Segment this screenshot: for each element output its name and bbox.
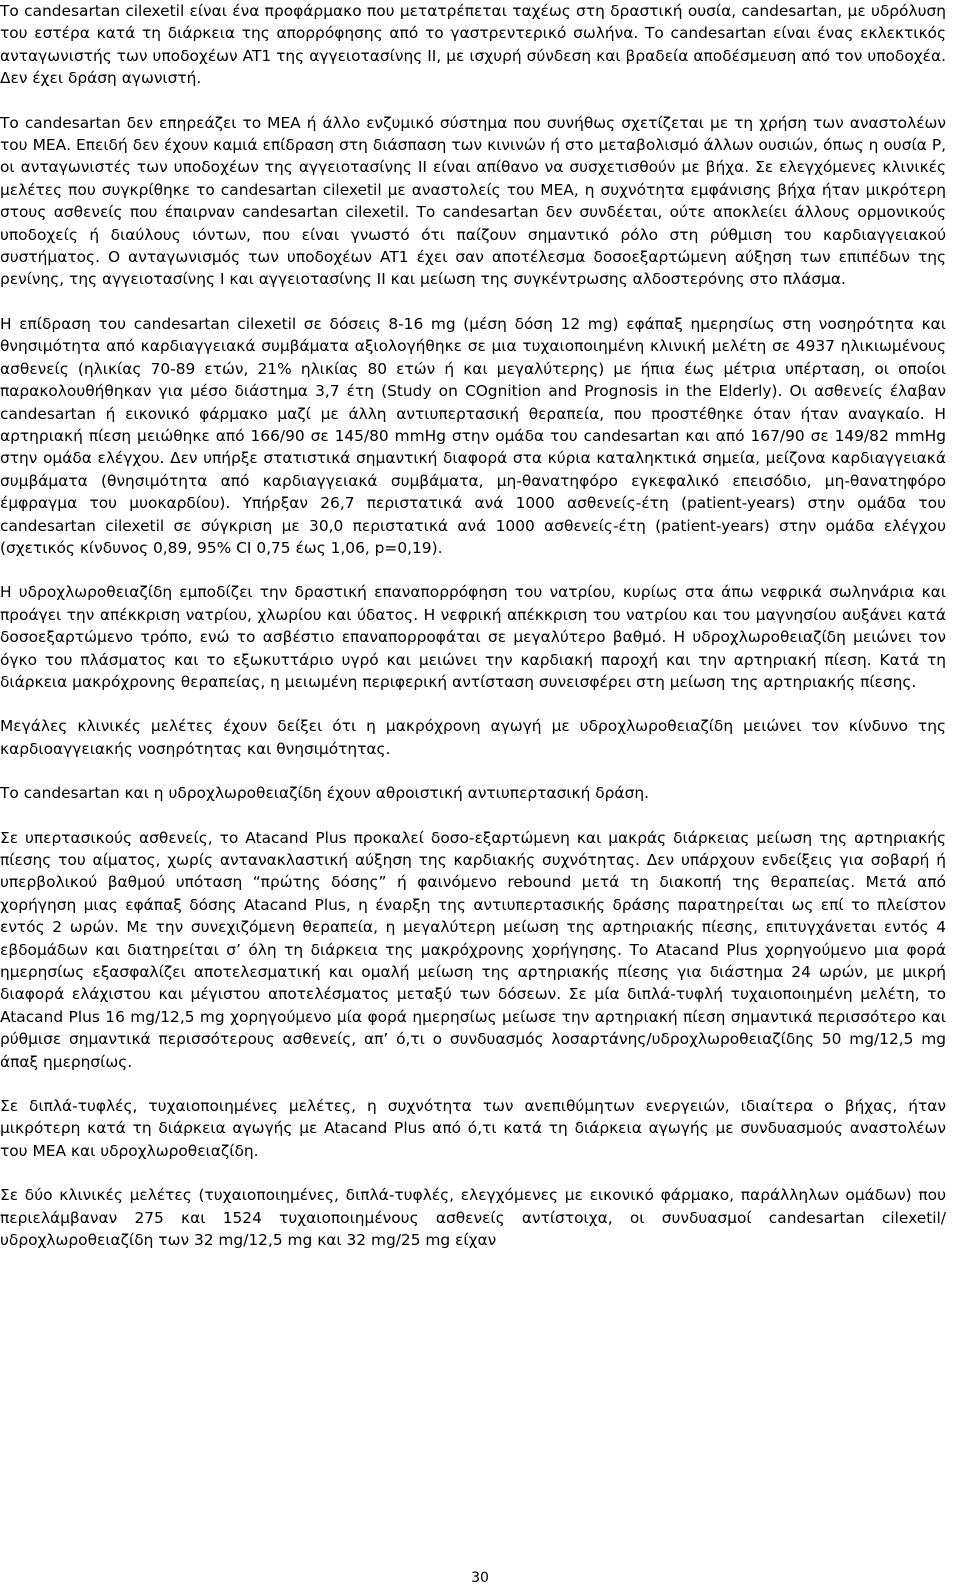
paragraph-ace-independence: Το candesartan δεν επηρεάζει το ΜΕΑ ή άλλο ενζυμικό σύστημα που συνήθως σχετίζεται με τη χρήση των αναστολέων του ΜΕΑ. Επειδή δεν έχουν καμιά επίδραση στη διάσπαση των κινινών ή στο μεταβολισμό άλλων ουσιών, όπως η ουσία Ρ, οι ανταγωνιστές των υποδοχέων της αγγειοτασίνης ΙΙ είναι απίθανο να συσχετισθούν με βήχα. Σε ελεγχόμενες κλινικές μελέτες που συγκρίθηκε το candesartan cilexetil με αναστολείς του ΜΕΑ, η συχνότητα εμφάνισης βήχα ήταν μικρότερη στους ασθενείς που έπαιρναν candesartan cilexetil. Το candesartan δεν συνδέεται, ούτε αποκλείει άλλους ορμονικούς υποδοχείς ή διαύλους ιόντων, που είναι γνωστό ότι παίζουν σημαντικό ρόλο στη ρύθμιση του καρδιαγγειακού συστήματος. Ο ανταγωνισμός των υποδοχέων AT1 έχει σαν αποτέλεσμα δοσοεξαρτώμενη αύξηση των επιπέδων της ρενίνης, της αγγειοτασίνης Ι και αγγειοτασίνης ΙΙ και μείωση της συγκέντρωσης αλδοστερόνης στο πλάσμα. (0, 113, 946, 289)
paragraph-long-term-studies: Μεγάλες κλινικές μελέτες έχουν δείξει ότι η μακρόχρονη αγωγή με υδροχλωροθειαζίδη μειώνει τον κίνδυνο της καρδιοαγγειακής νοσηρότητας και θνησιμότητας. (0, 717, 946, 758)
paragraph-hydrochlorothiazide: Η υδροχλωροθειαζίδη εμποδίζει την δραστική επαναπορρόφηση του νατρίου, κυρίως στα άπω νεφρικά σωληνάρια και προάγει την απέκκριση νατρίου, χλωρίου και ύδατος. Η νεφρική απέκκριση του νατρίου και του μαγνησίου αυξάνει κατά δοσοεξαρτώμενο τρόπο, ενώ το ασβέστιο επαναπορροφάται σε μεγαλύτερο βαθμό. Η υδροχλωροθειαζίδη μειώνει τον όγκο του πλάσματος και το εξωκυττάριο υγρό και μειώνει την καρδιακή παροχή και την αρτηριακή πίεση. Κατά τη διάρκεια μακρόχρονης θεραπείας, η μειωμένη περιφερική αντίσταση συνεισφέρει στη μείωση της αρτηριακής πίεσης. (0, 583, 946, 691)
paragraph-mechanism-candesartan: Το candesartan cilexetil είναι ένα προφάρμακο που μετατρέπεται ταχέως στη δραστική ουσία, candesartan, με υδρόλυση του εστέρα κατά τη διάρκεια της απορρόφησης από το γαστρεντερικό σωλήνα. Το candesartan είναι ένας εκλεκτικός ανταγωνιστής των υποδοχέων AT1 της αγγειοτασίνης ΙΙ, με ισχυρή σύνδεση και βραδεία αποδέσμευση από τον υποδοχέα. Δεν έχει δράση αγωνιστή. (0, 2, 946, 88)
paragraph-additive-effect: Το candesartan και η υδροχλωροθειαζίδη έχουν αθροιστική αντιυπερτασική δράση. (0, 784, 649, 803)
paragraph-atacand-plus-effect: Σε υπερτασικούς ασθενείς, το Atacand Plus προκαλεί δοσο-εξαρτώμενη και μακράς διάρκειας μείωση της αρτηριακής πίεσης του αίματος, χωρίς αντανακλαστική αύξηση της καρδιακής συχνότητας. Δεν υπάρχουν ενδείξεις για σοβαρή ή υπερβολικού βαθμού υπόταση “πρώτης δόσης” ή φαινόμενο rebound μετά τη διακοπή της θεραπείας. Μετά από χορήγηση μιας εφάπαξ δόσης Atacand Plus, η έναρξη της αντιυπερτασικής δράσης παρατηρείται ως επί το πλείστον εντός 2 ωρών. Με την συνεχιζόμενη θεραπεία, η μεγαλύτερη μείωση της αρτηριακής πίεσης, επιτυγχάνεται εντός 4 εβδομάδων και διατηρείται σ’ όλη τη διάρκεια της μακρόχρονης χορήγησης. Το Atacand Plus χορηγούμενο μια φορά ημερησίως εξασφαλίζει αποτελεσματική και ομαλή μείωση της αρτηριακής πίεσης για διάστημα 24 ωρών, με μικρή διαφορά ελάχιστου και μέγιστου αποτελέσματος μεταξύ των δόσεων. Σε μία διπλά-τυφλή τυχαιοποιημένη μελέτη, το Atacand Plus 16 mg/12,5 mg χορηγούμενο μία φορά ημερησίως μείωσε την αρτηριακή πίεση σημαντικά περισσότερο και ρύθμισε σημαντικά περισσότερους ασθενείς, απ’ ό,τι ο συνδυασμός λοσαρτάνης/υδροχλωροθειαζίδης 50 mg/12,5 mg άπαξ ημερησίως. (0, 828, 946, 1071)
paragraph-clinical-studies: Σε δύο κλινικές μελέτες (τυχαιοποιημένες, διπλά-τυφλές, ελεγχόμενες με εικονικό φάρμακο, παράλληλων ομάδων) που περιελάμβαναν 275 και 1524 τυχαιοποιημένους ασθενείς αντίστοιχα, οι συνδυασμοί candesartan cilexetil/υδροχλωροθειαζίδη των 32 mg/12,5 mg και 32 mg/25 mg είχαν (0, 1186, 946, 1250)
page-number: 30 (471, 1570, 489, 1586)
paragraph-scope-study: Η επίδραση του candesartan cilexetil σε δόσεις 8-16 mg (μέση δόση 12 mg) εφάπαξ ημερησίως στη νοσηρότητα και θνησιμότητα από καρδιαγγειακά συμβάματα αξιολογήθηκε σε μια τυχαιοποιημένη κλινική μελέτη σε 4937 ηλικιωμένους ασθενείς (ηλικίας 70-89 ετών, 21% ηλικίας 80 ετών ή και μεγαλύτερης) με ήπια έως μέτρια υπέρταση, οι οποίοι παρακολουθήθηκαν για μέσο διάστημα 3,7 έτη (Study on COgnition and Prognosis in the Elderly). Οι ασθενείς έλαβαν candesartan ή εικονικό φάρμακο μαζί με άλλη αντιυπερτασική θεραπεία, που προστέθηκε όταν ήταν αναγκαίο. Η αρτηριακή πίεση μειώθηκε από 166/90 σε 145/80 mmHg στην ομάδα του candesartan και από 167/90 σε 149/82 mmHg στην ομάδα ελέγχου. Δεν υπήρξε στατιστικά σημαντική διαφορά στα κύρια καταληκτικά σημεία, μείζονα καρδιαγγειακά συμβάματα (θνησιμότητα από καρδιαγγειακά συμβάματα, μη-θανατηφόρο εγκεφαλικό επεισόδιο, μη-θανατηφόρο έμφραγμα του μυοκαρδίου). Υπήρξαν 26,7 περιστατικά ανά 1000 ασθενείς-έτη (patient-years) στην ομάδα του candesartan cilexetil σε σύγκριση με 30,0 περιστατικά ανά 1000 ασθενείς-έτη (patient-years) στην ομάδα ελέγχου (σχετικός κίνδυνος 0,89, 95% CI 0,75 έως 1,06, p=0,19). (0, 314, 946, 557)
paragraph-adverse-events: Σε διπλά-τυφλές, τυχαιοποιημένες μελέτες, η συχνότητα των ανεπιθύμητων ενεργειών, ιδιαίτερα ο βήχας, ήταν μικρότερη κατά τη διάρκεια αγωγής με Atacand Plus από ό,τι κατά τη διάρκεια αγωγής με συνδυασμούς αναστολέων του ΜΕΑ και υδροχλωροθειαζίδη. (0, 1097, 946, 1160)
